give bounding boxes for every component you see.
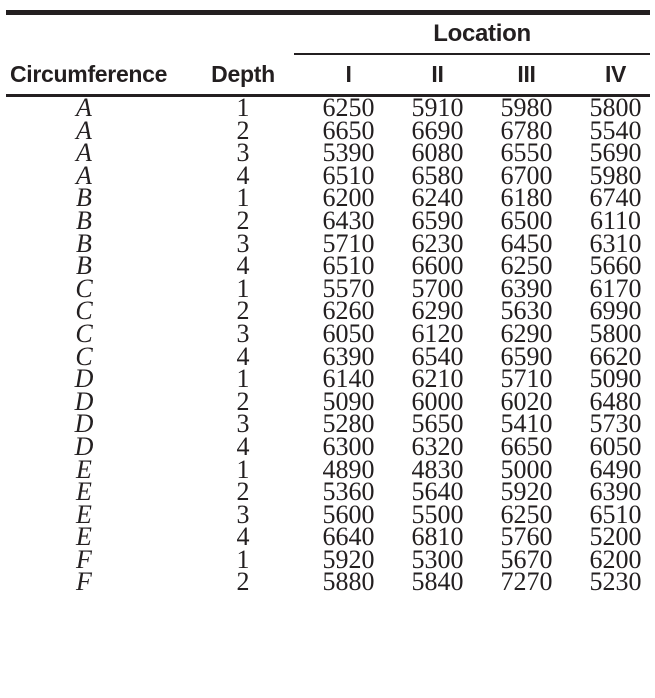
- location-II-cell: 6000: [411, 386, 464, 416]
- depth-cell: 4: [236, 341, 250, 371]
- location-I-cell: 6510: [322, 251, 375, 281]
- location-II-cell: 6320: [411, 431, 464, 461]
- location-IV-cell: 6200: [589, 544, 642, 574]
- circumference-cell: E: [76, 499, 92, 529]
- column-header-circumference: Circumference: [6, 54, 176, 96]
- location-I-cell: 6430: [322, 205, 375, 235]
- location-I-cell: 6200: [322, 183, 375, 213]
- circumference-cell: B: [76, 251, 92, 281]
- location-III-cell: 5710: [500, 364, 553, 394]
- location-II-cell: 6580: [411, 160, 464, 190]
- location-I-cell: 6140: [322, 364, 375, 394]
- depth-cell: 3: [236, 409, 250, 439]
- location-III-cell: 5980: [500, 93, 553, 122]
- location-I-cell: 5710: [322, 228, 375, 258]
- circumference-cell: E: [76, 454, 92, 484]
- column-header-location-II: II: [383, 54, 472, 96]
- location-III-cell: 7270: [500, 567, 553, 597]
- circumference-cell: D: [74, 386, 94, 416]
- column-header-depth: Depth: [176, 54, 294, 96]
- circumference-cell: A: [76, 138, 92, 168]
- location-IV-cell: 6390: [589, 477, 642, 507]
- circumference-cell: E: [76, 522, 92, 552]
- location-I-cell: 6510: [322, 160, 375, 190]
- location-I-cell: 6050: [322, 318, 375, 348]
- location-III-cell: 6250: [500, 499, 553, 529]
- depth-cell: 3: [236, 318, 250, 348]
- location-III-cell: 5000: [500, 454, 553, 484]
- location-IV-cell: 5730: [589, 409, 642, 439]
- depth-cell: 4: [236, 431, 250, 461]
- location-I-cell: 6650: [322, 115, 375, 145]
- column-header-location-I: I: [294, 54, 383, 96]
- circumference-cell: C: [75, 318, 93, 348]
- location-I-cell: 6640: [322, 522, 375, 552]
- depth-cell: 2: [236, 386, 250, 416]
- location-III-cell: 6550: [500, 138, 553, 168]
- location-IV-cell: 5660: [589, 251, 642, 281]
- location-III-cell: 6780: [500, 115, 553, 145]
- circumference-cell: A: [76, 93, 92, 122]
- location-II-cell: 6810: [411, 522, 464, 552]
- column-header-location-IV: IV: [561, 54, 650, 96]
- location-IV-cell: 6990: [589, 296, 642, 326]
- table-body: [6, 93, 650, 597]
- location-III-cell: 6020: [500, 386, 553, 416]
- location-III-cell: 6700: [500, 160, 553, 190]
- location-IV-cell: 6050: [589, 431, 642, 461]
- depth-cell: 2: [236, 205, 250, 235]
- location-III-cell: 5410: [500, 409, 553, 439]
- location-II-cell: 6240: [411, 183, 464, 213]
- depth-cell: 1: [236, 183, 250, 213]
- location-II-cell: 6080: [411, 138, 464, 168]
- location-III-cell: 6390: [500, 273, 553, 303]
- location-II-cell: 4830: [411, 454, 464, 484]
- location-II-cell: 6230: [411, 228, 464, 258]
- location-III-cell: 6650: [500, 431, 553, 461]
- location-III-cell: 6450: [500, 228, 553, 258]
- circumference-cell: E: [76, 477, 92, 507]
- location-group-header: Location: [294, 13, 650, 55]
- location-IV-cell: 5540: [589, 115, 642, 145]
- location-IV-cell: 6740: [589, 183, 642, 213]
- circumference-cell: B: [76, 205, 92, 235]
- location-I-cell: 6390: [322, 341, 375, 371]
- location-I-cell: 6300: [322, 431, 375, 461]
- location-II-cell: 5300: [411, 544, 464, 574]
- depth-cell: 1: [236, 93, 250, 122]
- spanner-spacer: [6, 13, 294, 55]
- circumference-cell: A: [76, 160, 92, 190]
- location-II-cell: 5700: [411, 273, 464, 303]
- location-I-cell: 5570: [322, 273, 375, 303]
- depth-cell: 3: [236, 138, 250, 168]
- location-III-cell: 6500: [500, 205, 553, 235]
- location-IV-cell: 5800: [589, 318, 642, 348]
- location-I-cell: 5920: [322, 544, 375, 574]
- location-I-cell: 5600: [322, 499, 375, 529]
- location-II-cell: 5840: [411, 567, 464, 597]
- location-II-cell: 5650: [411, 409, 464, 439]
- location-I-cell: 6260: [322, 296, 375, 326]
- depth-cell: 3: [236, 228, 250, 258]
- measurement-table: [6, 10, 650, 597]
- location-I-cell: 5360: [322, 477, 375, 507]
- column-header-row: [6, 54, 650, 96]
- location-II-cell: 6210: [411, 364, 464, 394]
- location-III-cell: 6290: [500, 318, 553, 348]
- table-row: [6, 571, 650, 594]
- location-III-cell: 5920: [500, 477, 553, 507]
- circumference-cell: D: [74, 409, 94, 439]
- location-II-cell: 6120: [411, 318, 464, 348]
- depth-cell: 2: [236, 115, 250, 145]
- location-IV-cell: 6170: [589, 273, 642, 303]
- circumference-cell: B: [76, 183, 92, 213]
- location-IV-cell: 5690: [589, 138, 642, 168]
- location-IV-cell: 5230: [589, 567, 642, 597]
- location-II-cell: 5640: [411, 477, 464, 507]
- location-I-cell: 4890: [322, 454, 375, 484]
- depth-cell: 4: [236, 251, 250, 281]
- location-II-cell: 5910: [411, 93, 464, 122]
- location-IV-cell: 5800: [589, 93, 642, 122]
- depth-cell: 1: [236, 273, 250, 303]
- depth-cell: 4: [236, 522, 250, 552]
- location-III-cell: 5760: [500, 522, 553, 552]
- location-IV-cell: 6480: [589, 386, 642, 416]
- location-III-cell: 5630: [500, 296, 553, 326]
- location-IV-cell: 5090: [589, 364, 642, 394]
- circumference-cell: F: [76, 567, 92, 597]
- circumference-cell: C: [75, 341, 93, 371]
- location-III-cell: 6250: [500, 251, 553, 281]
- location-IV-cell: 6620: [589, 341, 642, 371]
- location-II-cell: 5500: [411, 499, 464, 529]
- circumference-cell: C: [75, 273, 93, 303]
- circumference-cell: F: [76, 544, 92, 574]
- location-I-cell: 5280: [322, 409, 375, 439]
- circumference-cell: D: [74, 364, 94, 394]
- depth-cell: 2: [236, 296, 250, 326]
- location-IV-cell: 5200: [589, 522, 642, 552]
- depth-cell: 2: [236, 477, 250, 507]
- depth-cell: 3: [236, 499, 250, 529]
- location-I-cell: 5880: [322, 567, 375, 597]
- location-III-cell: 6590: [500, 341, 553, 371]
- circumference-cell: B: [76, 228, 92, 258]
- location-IV-cell: 5980: [589, 160, 642, 190]
- location-III-cell: 5670: [500, 544, 553, 574]
- location-II-cell: 6600: [411, 251, 464, 281]
- depth-cell: 1: [236, 544, 250, 574]
- circumference-cell: D: [74, 431, 94, 461]
- location-IV-cell: 6490: [589, 454, 642, 484]
- depth-cell: 1: [236, 364, 250, 394]
- circumference-cell: A: [76, 115, 92, 145]
- circumference-cell: C: [75, 296, 93, 326]
- location-I-cell: 6250: [322, 93, 375, 122]
- location-IV-cell: 6310: [589, 228, 642, 258]
- location-II-cell: 6290: [411, 296, 464, 326]
- location-II-cell: 6690: [411, 115, 464, 145]
- location-IV-cell: 6110: [590, 205, 642, 235]
- column-header-location-III: III: [472, 54, 561, 96]
- depth-cell: 4: [236, 160, 250, 190]
- location-IV-cell: 6510: [589, 499, 642, 529]
- depth-cell: 2: [236, 567, 250, 597]
- location-II-cell: 6540: [411, 341, 464, 371]
- depth-cell: 1: [236, 454, 250, 484]
- location-spanner-row: [6, 13, 650, 55]
- location-III-cell: 6180: [500, 183, 553, 213]
- location-II-cell: 6590: [411, 205, 464, 235]
- location-I-cell: 5090: [322, 386, 375, 416]
- location-I-cell: 5390: [322, 138, 375, 168]
